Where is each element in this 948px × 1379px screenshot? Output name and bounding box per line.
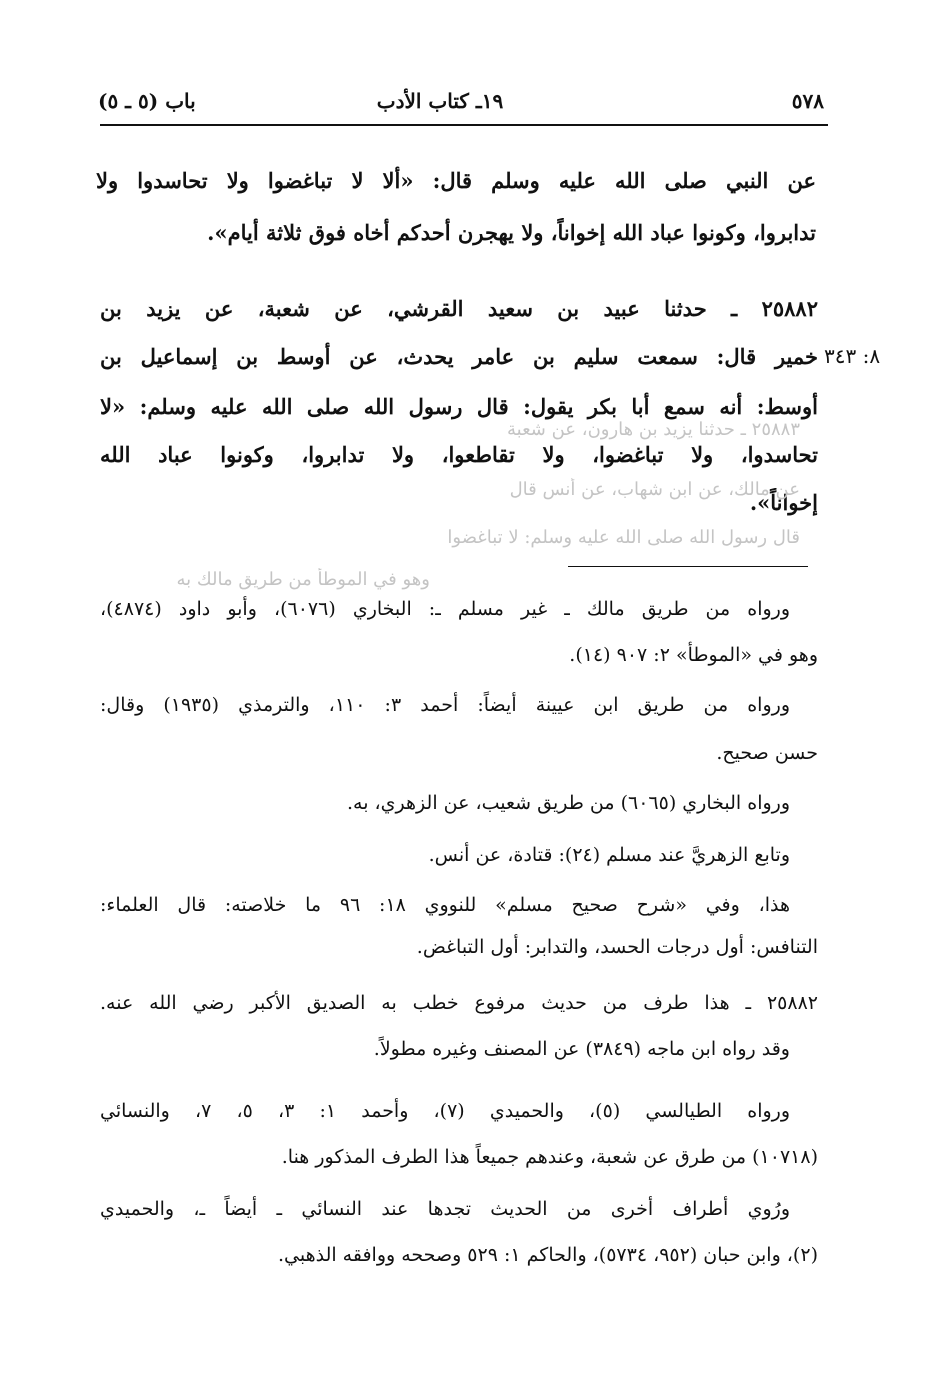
page-number: ٥٧٨ xyxy=(791,89,824,113)
footnote-line-8: التنافس: أول درجات الحسد، والتدابر: أول التباغض. xyxy=(416,936,818,958)
footnote-line-14: (٢)، وابن حبان (٩٥٢، ٥٧٣٤)، والحاكم ١: ٥٢٩ وصححه ووافقه الذهبي. xyxy=(277,1244,818,1266)
bleed-through-text-2: عن مالك، عن ابن شهاب، عن أنس قال xyxy=(509,479,800,500)
footnote-line-7: هذا، وفي «شرح صحيح مسلم» للنووي ١٨: ٩٦ ما خلاصته: قال العلماء: xyxy=(100,894,790,916)
footnote-rule xyxy=(568,566,808,567)
footnote-line-10: وقد رواه ابن ماجه (٣٨٤٩) عن المصنف وغيره مطولاً. xyxy=(373,1038,790,1060)
footnote-line-2: وهو في «الموطأ» ٢: ٩٠٧ (١٤). xyxy=(569,644,818,666)
hadith-line-4: تحاسدوا، ولا تباغضوا، ولا تقاطعوا، ولا تدابروا، وكونوا عباد الله xyxy=(100,442,818,467)
book-title: ١٩ـ كتاب الأدب xyxy=(376,89,504,113)
footnote-line-5: ورواه البخاري (٦٠٦٥) من طريق شعيب، عن الزهري، به. xyxy=(347,792,790,814)
bleed-through-text-1: ٢٥٨٨٣ ـ حدثنا يزيد بن هارون، عن شعبة xyxy=(507,419,800,440)
hadith-line-3: أوسط: أنه سمع أبا بكر يقول: قال رسول الله صلى الله عليه وسلم: «لا xyxy=(100,394,818,419)
footnote-line-9: ٢٥٨٨٢ ـ هذا طرف من حديث مرفوع خطب به الصديق الأكبر رضي الله عنه. xyxy=(100,992,818,1014)
footnote-line-12: (١٠٧١٨) من طرق عن شعبة، وعندهم جميعاً هذا الطرف المذكور هنا. xyxy=(281,1146,818,1168)
bleed-through-text-4: وهو في الموطأ من طريق مالك به xyxy=(176,569,430,590)
footnote-line-4: حسن صحيح. xyxy=(716,742,818,764)
footnote-line-3: ورواه من طريق ابن عيينة أيضاً: أحمد ٣: ١١٠، والترمذي (١٩٣٥) وقال: xyxy=(100,694,790,716)
chapter-reference: باب (٥ ـ ٥) xyxy=(98,89,196,113)
footnote-line-13: ورُوي أطراف أخرى من الحديث تجدها عند النسائي ـ أيضاً ـ، والحميدي xyxy=(100,1198,790,1220)
prev-hadith-line-2: تدابروا، وكونوا عباد الله إخواناً، ولا يهجرن أحدكم أخاه فوق ثلاثة أيام». xyxy=(207,220,816,245)
bleed-through-text-3: قال رسول الله صلى الله عليه وسلم: لا تباغضوا xyxy=(447,527,800,548)
footnote-line-11: ورواه الطيالسي (٥)، والحميدي (٧)، وأحمد ١: ٣، ٥، ٧، والنسائي xyxy=(100,1100,790,1122)
footnote-line-1: ورواه من طريق مالك ـ غير مسلم ـ: البخاري (٦٠٧٦)، وأبو داود (٤٨٧٤)، xyxy=(100,598,790,620)
hadith-line-5: إخواناً». xyxy=(749,490,818,515)
hadith-line-1: ٢٥٨٨٢ ـ حدثنا عبيد بن سعيد القرشي، عن شعبة، عن يزيد بن xyxy=(100,296,818,321)
prev-hadith-line-1: عن النبي صلى الله عليه وسلم قال: «ألا لا تباغضوا ولا تحاسدوا ولا xyxy=(96,168,816,193)
footnote-line-6: وتابع الزهريَّ عند مسلم (٢٤): قتادة، عن أنس. xyxy=(428,844,790,866)
header-rule xyxy=(100,124,828,126)
margin-reference: ٨: ٣٤٣ xyxy=(824,344,881,368)
hadith-line-2: خمير قال: سمعت سليم بن عامر يحدث، عن أوسط بن إسماعيل بن xyxy=(100,344,818,369)
